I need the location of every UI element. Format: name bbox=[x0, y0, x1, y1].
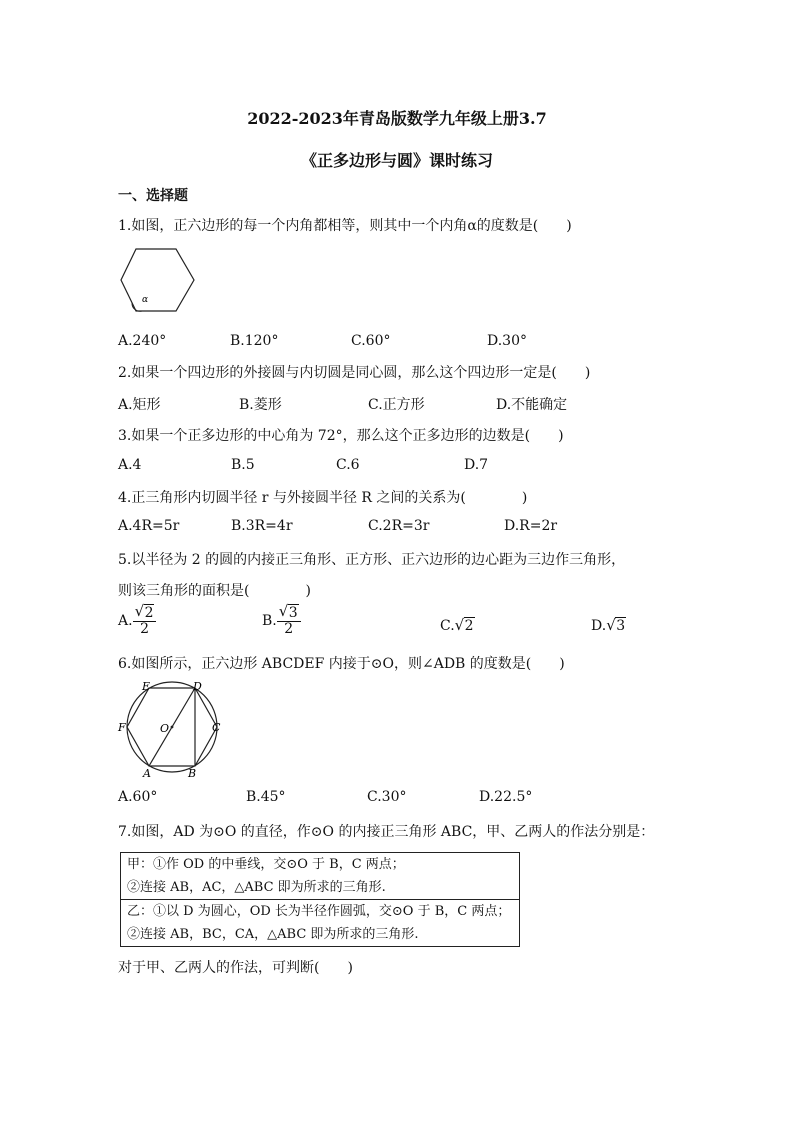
label-o: O bbox=[160, 722, 170, 735]
page-title-line2: 《正多边形与圆》课时练习 bbox=[300, 151, 493, 170]
yi-step-2: ②连接 AB，BC，CA，△ABC 即为所求的三角形. bbox=[127, 927, 419, 942]
question-4-stem: 4.正三角形内切圆半径 r 与外接圆半径 R 之间的关系为( ) bbox=[118, 490, 528, 506]
q6-option-a[interactable]: A.60° bbox=[118, 789, 158, 805]
hexagon-figure bbox=[118, 246, 198, 314]
q5-option-b-prefix: B. bbox=[262, 613, 277, 630]
angle-alpha-label: α bbox=[142, 295, 149, 305]
q5-option-a[interactable] bbox=[118, 602, 156, 637]
q5-option-d-prefix: D. bbox=[591, 618, 607, 634]
radical-symbol: √ bbox=[134, 602, 145, 620]
label-a: A bbox=[143, 767, 151, 779]
q5-option-d[interactable] bbox=[591, 618, 626, 634]
yi-step-1: 乙：①以 D 为圆心，OD 长为半径作圆弧，交⊙O 于 B，C 两点； bbox=[121, 899, 519, 923]
radical-symbol: √ bbox=[606, 616, 616, 634]
q1-option-c[interactable]: C.60° bbox=[351, 333, 391, 349]
q4-option-b[interactable]: B.3R=4r bbox=[231, 518, 293, 534]
label-b: B bbox=[188, 767, 197, 779]
q5-option-c[interactable] bbox=[440, 618, 475, 634]
q5-option-a-prefix: A. bbox=[118, 613, 133, 630]
radical-symbol: √ bbox=[454, 616, 465, 634]
q2-option-b[interactable]: B.菱形 bbox=[239, 397, 282, 413]
q6-option-b[interactable]: B.45° bbox=[246, 789, 286, 805]
method-box bbox=[120, 852, 520, 947]
jia-step-1: 甲：①作 OD 的中垂线，交⊙O 于 B，C 两点； bbox=[127, 857, 405, 872]
q1-option-b[interactable]: B.120° bbox=[230, 333, 279, 349]
q4-option-a[interactable]: A.4R=5r bbox=[118, 518, 180, 534]
question-2-stem: 2.如果一个四边形的外接圆与内切圆是同心圆，那么这个四边形一定是( ) bbox=[118, 365, 591, 381]
page-title-line1: 2022-2023年青岛版数学九年级上册3.7 bbox=[247, 109, 547, 128]
hexagon-circle-figure bbox=[116, 677, 226, 779]
label-e: E bbox=[142, 680, 151, 693]
section-heading: 一、选择题 bbox=[118, 188, 188, 204]
q5-option-b[interactable] bbox=[262, 602, 301, 637]
question-5-stem-line1: 5.以半径为 2 的圆的内接正三角形、正方形、正六边形的边心距为三边作三角形， bbox=[118, 552, 626, 568]
question-7-stem: 7.如图，AD 为⊙O 的直径，作⊙O 的内接正三角形 ABC，甲、乙两人的作法分别是： bbox=[118, 824, 655, 840]
question-1-stem: 1.如图，正六边形的每一个内角都相等，则其中一个内角α的度数是( ) bbox=[118, 218, 572, 234]
q5-b-radicand: 3 bbox=[288, 605, 298, 621]
q1-option-a[interactable]: A.240° bbox=[118, 333, 167, 349]
q5-a-denominator: 2 bbox=[140, 620, 149, 637]
question-6-stem: 6.如图所示，正六边形 ABCDEF 内接于⊙O，则∠ADB 的度数是( ) bbox=[118, 656, 565, 672]
label-f: F bbox=[118, 721, 126, 734]
q4-option-c[interactable]: C.2R=3r bbox=[368, 518, 430, 534]
q5-d-radicand: 3 bbox=[616, 618, 626, 634]
label-c: C bbox=[212, 721, 221, 734]
question-7-followup: 对于甲、乙两人的作法，可判断( ) bbox=[118, 960, 353, 976]
q6-option-d[interactable]: D.22.5° bbox=[479, 789, 533, 805]
question-3-stem: 3.如果一个正多边形的中心角为 72°，那么这个正多边形的边数是( ) bbox=[118, 428, 564, 444]
jia-step-2: ②连接 AB，AC，△ABC 即为所求的三角形. bbox=[127, 880, 386, 895]
q2-option-c[interactable]: C.正方形 bbox=[368, 397, 425, 413]
q1-option-d[interactable]: D.30° bbox=[487, 333, 527, 349]
angle-arc bbox=[132, 303, 142, 311]
radical-symbol: √ bbox=[278, 602, 289, 620]
hexagon-shape bbox=[121, 249, 194, 311]
q6-option-c[interactable]: C.30° bbox=[367, 789, 407, 805]
q2-option-d[interactable]: D.不能确定 bbox=[496, 397, 568, 413]
q3-option-a[interactable]: A.4 bbox=[118, 457, 142, 473]
q3-option-d[interactable]: D.7 bbox=[464, 457, 489, 473]
label-d: D bbox=[193, 680, 202, 693]
q5-b-denominator: 2 bbox=[284, 620, 294, 637]
question-5-stem-line2: 则该三角形的面积是( ) bbox=[118, 583, 311, 599]
q2-option-a[interactable]: A.矩形 bbox=[118, 397, 161, 413]
q5-a-radicand: 2 bbox=[144, 605, 154, 621]
q4-option-d[interactable]: D.R=2r bbox=[504, 518, 558, 534]
q5-option-c-prefix: C. bbox=[440, 618, 455, 634]
center-point bbox=[171, 726, 174, 729]
q3-option-c[interactable]: C.6 bbox=[336, 457, 360, 473]
q3-option-b[interactable]: B.5 bbox=[231, 457, 255, 473]
q5-c-radicand: 2 bbox=[464, 618, 474, 634]
